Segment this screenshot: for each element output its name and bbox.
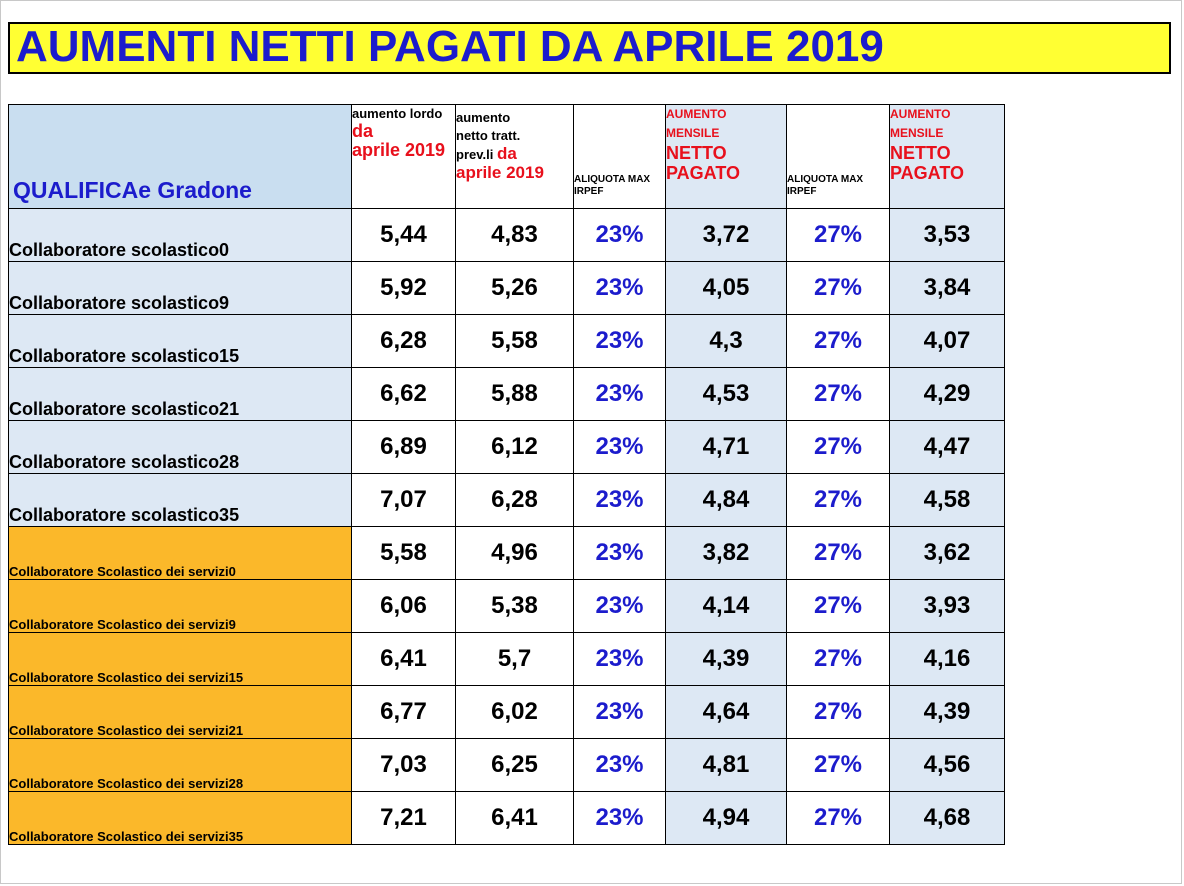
header-netto-da: da xyxy=(496,144,517,163)
table-row xyxy=(9,315,1005,368)
aliquota-27-cell: 27% xyxy=(787,580,890,633)
header-netto-pagato-27 xyxy=(890,105,1005,209)
aliquota-23-cell: 23% xyxy=(574,421,666,474)
netto-pagato-27-cell: 4,68 xyxy=(890,792,1005,845)
aliquota-27-cell: 27% xyxy=(787,527,890,580)
qualifica-cell: Collaboratore Scolastico dei servizi35 xyxy=(9,792,352,845)
netto-pagato-27-cell: 3,93 xyxy=(890,580,1005,633)
netto-pagato-23-cell: 4,05 xyxy=(666,262,787,315)
aumento-netto-cell: 5,38 xyxy=(456,580,574,633)
header-netto-prev: prev.li xyxy=(456,147,494,162)
page-title: AUMENTI NETTI PAGATI DA APRILE 2019 xyxy=(16,22,884,71)
qualifica-cell: Collaboratore scolastico28 xyxy=(9,421,352,474)
aliquota-23-cell: 23% xyxy=(574,792,666,845)
header-lordo xyxy=(352,105,456,209)
aliquota-27-cell: 27% xyxy=(787,209,890,262)
netto-pagato-27-cell: 4,58 xyxy=(890,474,1005,527)
header-aliquota-27-label: ALIQUOTA MAX IRPEF xyxy=(787,174,864,197)
aliquota-27-cell: 27% xyxy=(787,421,890,474)
aliquota-27-cell: 27% xyxy=(787,474,890,527)
netto-pagato-23-cell: 4,14 xyxy=(666,580,787,633)
qualifica-cell: Collaboratore scolastico15 xyxy=(9,315,352,368)
aliquota-27-cell: 27% xyxy=(787,739,890,792)
aliquota-23-cell: 23% xyxy=(574,580,666,633)
aumento-lordo-cell: 6,06 xyxy=(352,580,456,633)
aumento-netto-cell: 5,7 xyxy=(456,633,574,686)
title-banner xyxy=(8,22,1171,74)
aliquota-23-cell: 23% xyxy=(574,474,666,527)
aumento-netto-cell: 6,28 xyxy=(456,474,574,527)
aliquota-27-cell: 27% xyxy=(787,792,890,845)
aumento-lordo-cell: 5,92 xyxy=(352,262,456,315)
aumento-netto-cell: 6,12 xyxy=(456,421,574,474)
table-body xyxy=(9,209,1005,845)
netto-pagato-27-cell: 4,29 xyxy=(890,368,1005,421)
aumento-lordo-cell: 5,44 xyxy=(352,209,456,262)
netto-pagato-23-cell: 4,81 xyxy=(666,739,787,792)
header-aliquota-23-label: ALIQUOTA MAX IRPEF xyxy=(574,174,651,197)
aumento-lordo-cell: 6,89 xyxy=(352,421,456,474)
header-netto-line3 xyxy=(456,144,517,163)
table-row xyxy=(9,580,1005,633)
netto-pagato-23-cell: 4,53 xyxy=(666,368,787,421)
netto-pagato-23-cell: 4,39 xyxy=(666,633,787,686)
table-row xyxy=(9,209,1005,262)
netto-pagato-27-cell: 3,62 xyxy=(890,527,1005,580)
table-row xyxy=(9,262,1005,315)
table-row xyxy=(9,421,1005,474)
header-netto-line1: aumento xyxy=(456,110,511,125)
aumento-netto-cell: 6,41 xyxy=(456,792,574,845)
header-netto-line2: netto tratt. xyxy=(456,128,521,143)
header-mens2-mensile: MENSILE xyxy=(890,126,944,140)
qualifica-cell: Collaboratore scolastico35 xyxy=(9,474,352,527)
aumento-lordo-cell: 6,62 xyxy=(352,368,456,421)
table-row xyxy=(9,527,1005,580)
header-netto xyxy=(456,105,574,209)
header-netto-date: aprile 2019 xyxy=(456,163,544,182)
header-lordo-label: aumento lordo xyxy=(352,106,443,121)
aumento-lordo-cell: 6,28 xyxy=(352,315,456,368)
aumento-netto-cell: 6,25 xyxy=(456,739,574,792)
qualifica-cell: Collaboratore Scolastico dei servizi21 xyxy=(9,686,352,739)
aliquota-23-cell: 23% xyxy=(574,527,666,580)
aliquota-23-cell: 23% xyxy=(574,633,666,686)
netto-pagato-27-cell: 4,16 xyxy=(890,633,1005,686)
netto-pagato-23-cell: 4,71 xyxy=(666,421,787,474)
aumento-lordo-cell: 7,03 xyxy=(352,739,456,792)
qualifica-cell: Collaboratore Scolastico dei servizi9 xyxy=(9,580,352,633)
aumento-netto-cell: 5,58 xyxy=(456,315,574,368)
aliquota-27-cell: 27% xyxy=(787,686,890,739)
netto-pagato-23-cell: 4,3 xyxy=(666,315,787,368)
aumento-netto-cell: 5,26 xyxy=(456,262,574,315)
aliquota-23-cell: 23% xyxy=(574,686,666,739)
netto-pagato-23-cell: 3,82 xyxy=(666,527,787,580)
header-netto-pagato-23 xyxy=(666,105,787,209)
header-aliquota-27 xyxy=(787,105,890,209)
aliquota-27-cell: 27% xyxy=(787,633,890,686)
qualifica-cell: Collaboratore Scolastico dei servizi15 xyxy=(9,633,352,686)
table-row xyxy=(9,474,1005,527)
netto-pagato-23-cell: 4,64 xyxy=(666,686,787,739)
aumento-netto-cell: 5,88 xyxy=(456,368,574,421)
aliquota-23-cell: 23% xyxy=(574,368,666,421)
netto-pagato-27-cell: 4,47 xyxy=(890,421,1005,474)
netto-pagato-27-cell: 4,39 xyxy=(890,686,1005,739)
table-row xyxy=(9,686,1005,739)
header-aliquota-23 xyxy=(574,105,666,209)
aliquota-27-cell: 27% xyxy=(787,315,890,368)
aumento-netto-cell: 6,02 xyxy=(456,686,574,739)
aumento-lordo-cell: 6,77 xyxy=(352,686,456,739)
aumento-lordo-cell: 5,58 xyxy=(352,527,456,580)
header-qualifica xyxy=(9,105,352,209)
header-mens1-mensile: MENSILE xyxy=(666,126,720,140)
aumento-lordo-cell: 7,07 xyxy=(352,474,456,527)
aumento-netto-cell: 4,96 xyxy=(456,527,574,580)
aumento-lordo-cell: 7,21 xyxy=(352,792,456,845)
qualifica-cell: Collaboratore Scolastico dei servizi28 xyxy=(9,739,352,792)
increase-table xyxy=(8,104,1005,845)
aliquota-23-cell: 23% xyxy=(574,315,666,368)
header-lordo-da: da xyxy=(352,121,374,141)
header-mens2-aumento: AUMENTO xyxy=(890,107,951,121)
qualifica-cell: Collaboratore scolastico0 xyxy=(9,209,352,262)
header-mens2-netto-pagato: NETTO PAGATO xyxy=(890,143,965,183)
qualifica-cell: Collaboratore scolastico9 xyxy=(9,262,352,315)
netto-pagato-27-cell: 4,07 xyxy=(890,315,1005,368)
table-header-row xyxy=(9,105,1005,209)
aliquota-27-cell: 27% xyxy=(787,368,890,421)
aumento-lordo-cell: 6,41 xyxy=(352,633,456,686)
table-row xyxy=(9,739,1005,792)
netto-pagato-27-cell: 3,84 xyxy=(890,262,1005,315)
aliquota-27-cell: 27% xyxy=(787,262,890,315)
qualifica-cell: Collaboratore Scolastico dei servizi0 xyxy=(9,527,352,580)
netto-pagato-23-cell: 3,72 xyxy=(666,209,787,262)
aliquota-23-cell: 23% xyxy=(574,262,666,315)
header-mens1-netto-pagato: NETTO PAGATO xyxy=(666,143,741,183)
netto-pagato-23-cell: 4,84 xyxy=(666,474,787,527)
table-row xyxy=(9,792,1005,845)
table-row xyxy=(9,368,1005,421)
table-row xyxy=(9,633,1005,686)
qualifica-cell: Collaboratore scolastico21 xyxy=(9,368,352,421)
aumento-netto-cell: 4,83 xyxy=(456,209,574,262)
header-qualifica-label: QUALIFICAe Gradone xyxy=(13,177,252,203)
header-lordo-date: aprile 2019 xyxy=(352,140,446,160)
aliquota-23-cell: 23% xyxy=(574,209,666,262)
netto-pagato-27-cell: 4,56 xyxy=(890,739,1005,792)
netto-pagato-27-cell: 3,53 xyxy=(890,209,1005,262)
header-mens1-aumento: AUMENTO xyxy=(666,107,727,121)
aliquota-23-cell: 23% xyxy=(574,739,666,792)
netto-pagato-23-cell: 4,94 xyxy=(666,792,787,845)
